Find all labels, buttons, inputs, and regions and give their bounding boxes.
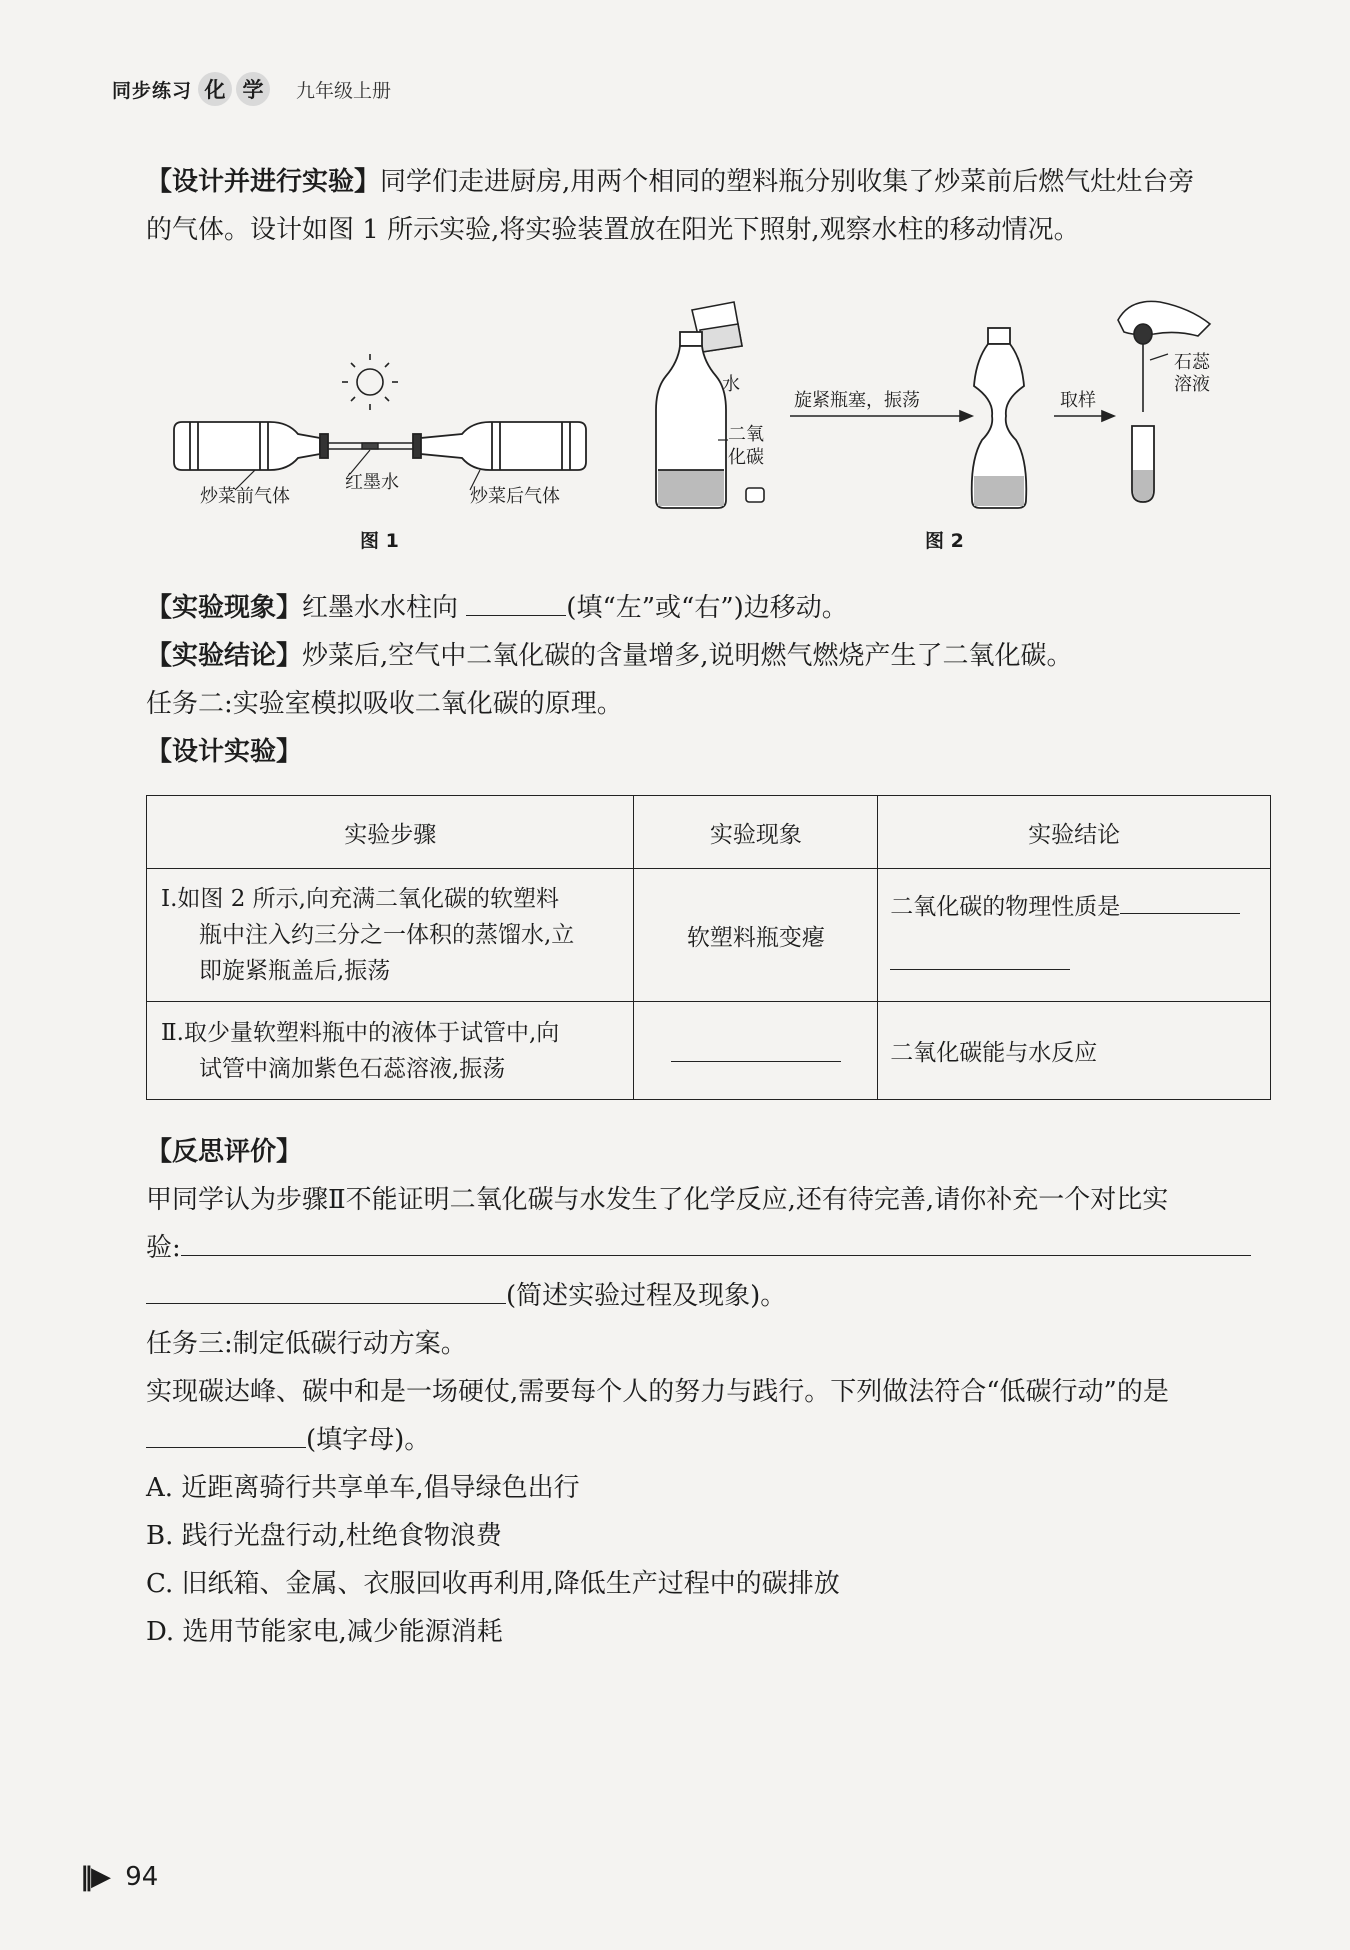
question-blank[interactable] — [146, 1419, 306, 1448]
row1-step-line2: 瓶中注入约三分之一体积的蒸馏水,立 — [199, 922, 575, 948]
left-bottle — [174, 422, 328, 470]
phenomenon-text-a: 红墨水水柱向 — [302, 593, 459, 623]
question-line2-suffix: (填字母)。 — [306, 1425, 431, 1455]
row2-phenomenon — [634, 1002, 878, 1100]
phenomenon-section — [146, 584, 1271, 776]
grade-label: 九年级上册 — [296, 79, 392, 102]
reflection-blank-1[interactable] — [181, 1227, 1251, 1256]
row2-conclusion: 二氧化碳能与水反应 — [878, 1002, 1271, 1100]
option-c: C. 旧纸箱、金属、衣服回收再利用,降低生产过程中的碳排放 — [146, 1569, 840, 1599]
row2-step-line2: 试管中滴加紫色石蕊溶液,振荡 — [199, 1055, 506, 1082]
row1-step-line3: 即旋紧瓶盖后,振荡 — [199, 958, 391, 984]
reflection-section — [146, 1128, 1271, 1656]
arrow-1-icon — [790, 411, 972, 421]
reflection-line2-prefix: 验: — [146, 1233, 181, 1263]
table-row — [147, 1002, 1271, 1100]
table-header-phenomenon: 实验现象 — [634, 796, 878, 869]
option-a: A. 近距离骑行共享单车,倡导绿色出行 — [146, 1473, 580, 1503]
figure-2-drawing — [650, 290, 1260, 520]
table-row — [147, 869, 1271, 1002]
reflection-title: 【反思评价】 — [146, 1137, 303, 1167]
fig1-left-label: 炒菜前气体 — [200, 486, 290, 507]
subject-badge-hua: 化 — [198, 72, 232, 106]
question-line1: 实现碳达峰、碳中和是一场硬仗,需要每个人的努力与践行。下列做法符合“低碳行动”的是 — [146, 1377, 1169, 1407]
reflection-line3-suffix: (简述实验过程及现象)。 — [506, 1281, 787, 1311]
fig1-right-label: 炒菜后气体 — [470, 486, 560, 507]
figure-1 — [170, 350, 590, 560]
page-marker-icon: ‖▶ — [80, 1862, 109, 1892]
reflection-line1: 甲同学认为步骤Ⅱ不能证明二氧化碳与水发生了化学反应,还有待完善,请你补充一个对比实 — [146, 1185, 1169, 1215]
phenomenon-blank[interactable] — [466, 587, 566, 616]
task2-text: 任务二:实验室模拟吸收二氧化碳的原理。 — [146, 689, 623, 719]
design-exp-line1: 同学们走进厨房,用两个相同的塑料瓶分别收集了炒菜前后燃气灶灶台旁 — [380, 167, 1195, 197]
experiment-table — [146, 795, 1271, 1100]
row2-step — [147, 1002, 634, 1100]
row1-conclusion-text: 二氧化碳的物理性质是 — [890, 894, 1121, 920]
arrow-2-icon — [1054, 411, 1114, 421]
row2-phenomenon-blank[interactable] — [671, 1033, 841, 1062]
page-number: 94 — [125, 1862, 159, 1892]
bottle-cap — [746, 488, 764, 502]
design-exp-paragraph — [146, 158, 1271, 254]
task3-text: 任务三:制定低碳行动方案。 — [146, 1329, 467, 1359]
figure-2 — [650, 290, 1260, 560]
fig2-caption: 图 2 — [925, 530, 964, 552]
row1-step — [147, 869, 634, 1002]
table-header-conclusion: 实验结论 — [878, 796, 1271, 869]
subject-badge-xue: 学 — [236, 72, 270, 106]
bottle-co2 — [656, 332, 726, 508]
conclusion-text: 炒菜后,空气中二氧化碳的含量增多,说明燃气燃烧产生了二氧化碳。 — [302, 641, 1073, 671]
phenomenon-text-b: (填“左”或“右”)边移动。 — [566, 593, 848, 623]
fig1-middle-label: 红墨水 — [345, 472, 399, 493]
fig2-step1-label: 旋紧瓶塞，振荡 — [794, 390, 920, 411]
table-header-step: 实验步骤 — [147, 796, 634, 869]
sun-icon — [342, 354, 398, 410]
page-footer — [80, 1862, 158, 1892]
option-b: B. 践行光盘行动,杜绝食物浪费 — [146, 1521, 502, 1551]
table-header-row — [147, 796, 1271, 869]
fig2-litmus-label-1: 石蕊 — [1174, 352, 1210, 373]
row1-conclusion — [878, 869, 1271, 1002]
test-tube-icon — [1132, 426, 1154, 502]
row1-conclusion-blank-1[interactable] — [1120, 885, 1240, 914]
page-header — [112, 72, 391, 106]
glass-tube — [328, 443, 413, 449]
row2-step-line1: Ⅱ.取少量软塑料瓶中的液体于试管中,向 — [161, 1019, 560, 1046]
fig2-co2-label-1: 二氧 — [728, 424, 764, 445]
option-d: D. 选用节能家电,减少能源消耗 — [146, 1617, 503, 1647]
design-exp-line2: 的气体。设计如图 1 所示实验,将实验装置放在阳光下照射,观察水柱的移动情况。 — [146, 215, 1080, 245]
row1-conclusion-blank-2[interactable] — [890, 941, 1070, 970]
row1-phenomenon: 软塑料瓶变瘪 — [634, 869, 878, 1002]
conclusion-title: 【实验结论】 — [146, 641, 303, 671]
fig2-co2-label-2: 化碳 — [728, 447, 764, 468]
right-bottle — [413, 422, 586, 470]
bottle-squeezed — [972, 328, 1027, 508]
fig2-litmus-label-2: 溶液 — [1174, 374, 1210, 395]
fig2-step2-label: 取样 — [1060, 390, 1096, 411]
fig2-water-label: 水 — [722, 374, 740, 395]
design-exp-title: 【设计并进行实验】 — [146, 167, 381, 197]
reflection-blank-2[interactable] — [146, 1275, 506, 1304]
design-title: 【设计实验】 — [146, 737, 303, 767]
fig1-caption: 图 1 — [360, 530, 399, 552]
phenomenon-title: 【实验现象】 — [146, 593, 303, 623]
row1-step-line1: Ⅰ.如图 2 所示,向充满二氧化碳的软塑料 — [161, 886, 559, 912]
series-title: 同步练习 — [112, 79, 193, 102]
